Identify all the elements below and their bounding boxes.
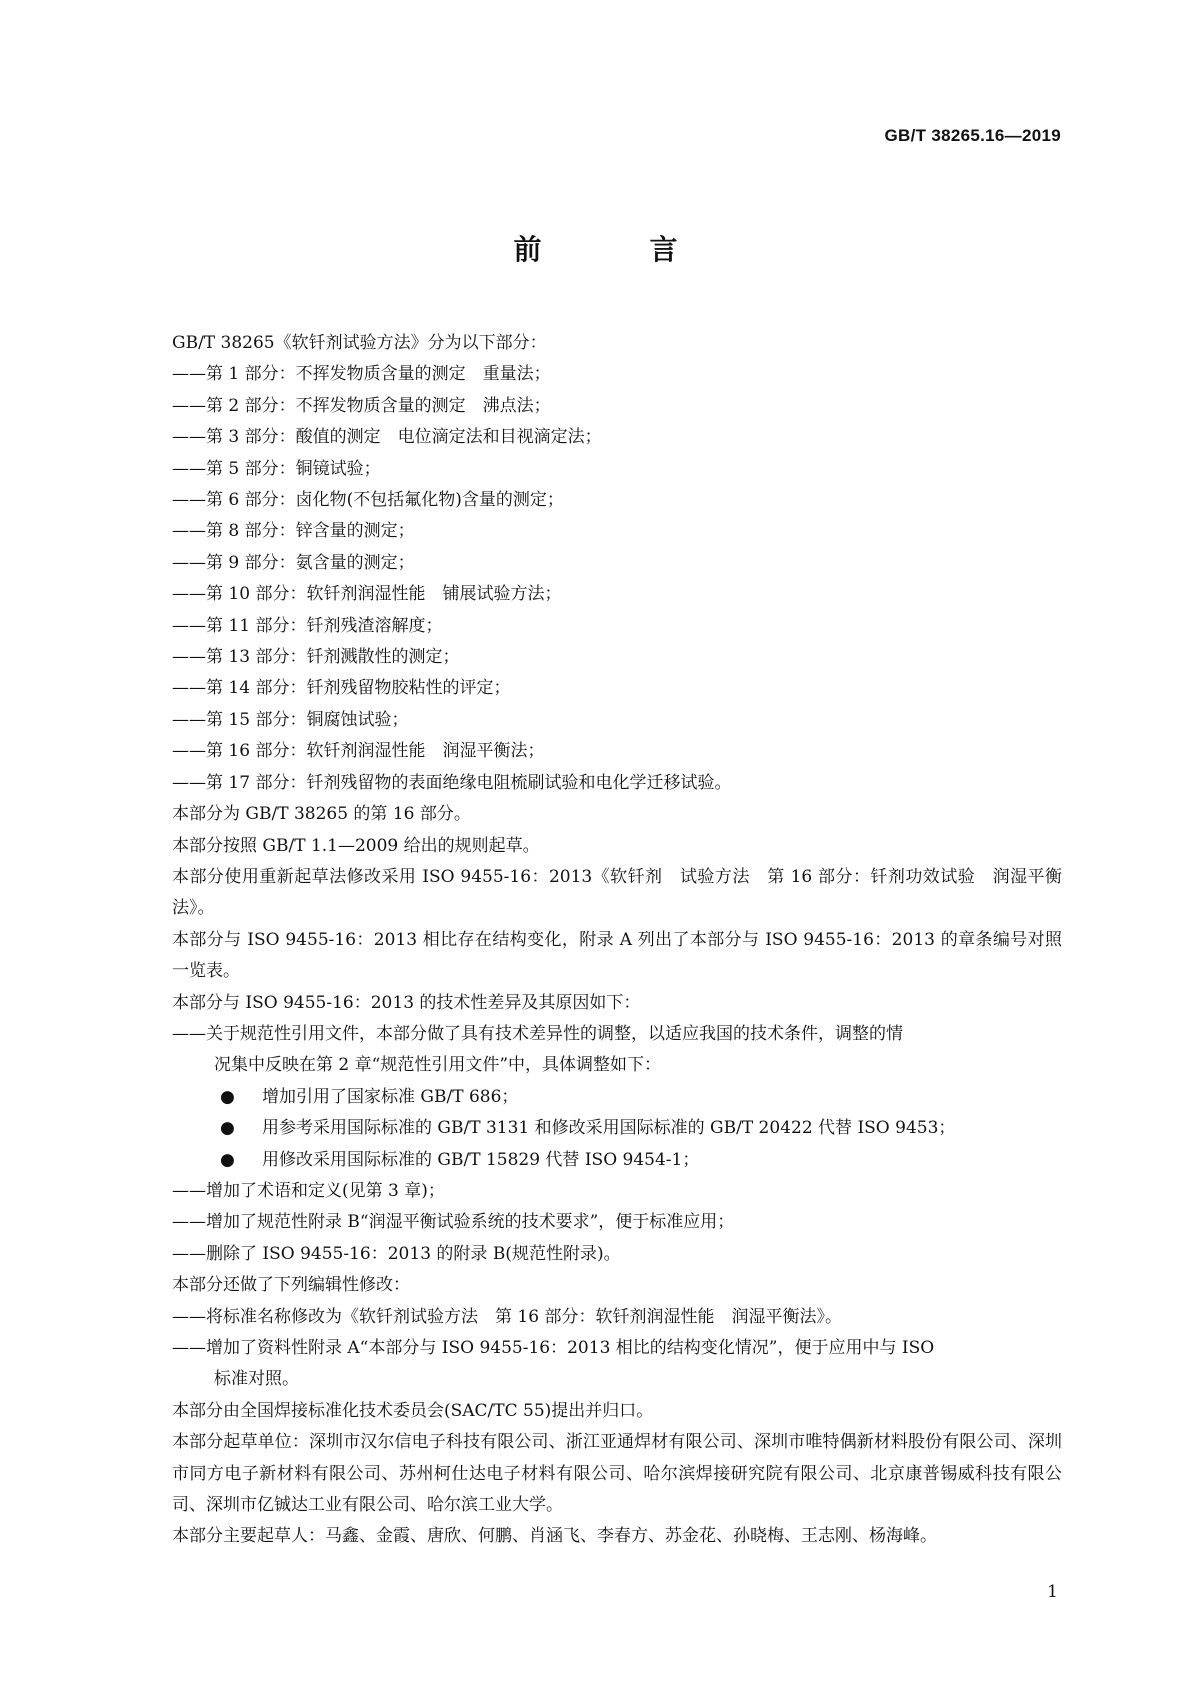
bullet-item [130,1113,1062,1144]
list-item: ——第 11 部分：钎剂残渣溶解度； [172,615,443,636]
paragraph: 本部分与 ISO 9455-16：2013 的技术性差异及其原因如下： [172,992,641,1013]
list-item: ——第 9 部分：氨含量的测定； [172,552,415,573]
bullet-icon: ● [220,1149,235,1170]
bullet-text: 用参考采用国际标准的 GB/T 3131 和修改采用国际标准的 GB/T 20422 代替 ISO 9453； [262,1118,956,1139]
list-item-continuation: 况集中反映在第 2 章“规范性引用文件”中，具体调整如下： [214,1055,662,1076]
list-item: ——第 5 部分：铜镜试验； [172,458,381,479]
bullet-item [130,1082,1062,1113]
list-item: ——增加了规范性附录 B“润湿平衡试验系统的技术要求”，便于标准应用； [172,1212,735,1233]
foreword-body [130,328,1062,1553]
list-item: ——第 17 部分：钎剂残留物的表面绝缘电阻梳刷试验和电化学迁移试验。 [172,772,732,793]
paragraph: 本部分由全国焊接标准化技术委员会(SAC/TC 55)提出并归口。 [172,1400,654,1421]
list-item: ——增加了资料性附录 A“本部分与 ISO 9455-16：2013 相比的结构变化情况”，便于应用中与 ISO [172,1338,935,1358]
list-item: ——将标准名称修改为《软钎剂试验方法 第 16 部分：软钎剂润湿性能 润湿平衡法》。 [172,1306,842,1327]
list-item: ——第 1 部分：不挥发物质含量的测定 重量法； [172,364,551,385]
list-item: ——第 15 部分：铜腐蚀试验； [172,709,409,730]
list-item-continuation: 标准对照。 [214,1369,299,1390]
list-item: ——第 6 部分：卤化物(不包括氟化物)含量的测定； [172,490,564,511]
page-number: 1 [1047,1582,1058,1602]
paragraph: 本部分还做了下列编辑性修改： [172,1275,410,1296]
bullet-text: 增加引用了国家标准 GB/T 686； [262,1086,519,1107]
list-item: ——第 3 部分：酸值的测定 电位滴定法和目视滴定法； [172,427,602,448]
list-item: ——第 14 部分：钎剂残留物胶粘性的评定； [172,678,511,699]
list-item: ——第 13 部分：钎剂溅散性的测定； [172,647,460,668]
paragraph: 本部分使用重新起草法修改采用 ISO 9455-16：2013《软钎剂 试验方法 第 16 部分：钎剂功效试验 润湿平衡法》。 [172,866,1062,919]
paragraph: GB/T 38265《软钎剂试验方法》分为以下部分： [172,333,547,353]
bullet-item [130,1145,1062,1176]
list-item: ——第 8 部分：锌含量的测定； [172,521,415,542]
bullet-icon: ● [220,1086,235,1107]
paragraph: 本部分按照 GB/T 1.1—2009 给出的规则起草。 [172,835,540,856]
paragraph: 本部分与 ISO 9455-16：2013 相比存在结构变化，附录 A 列出了本部分与 ISO 9455-16：2013 的章条编号对照一览表。 [172,929,1062,982]
page-title: 前 言 [513,233,718,266]
list-item: ——删除了 ISO 9455-16：2013 的附录 B(规范性附录)。 [172,1243,621,1264]
standard-code: GB/T 38265.16—2019 [884,126,1061,145]
bullet-text: 用修改采用国际标准的 GB/T 15829 代替 ISO 9454-1； [262,1149,700,1170]
list-item: ——第 10 部分：软钎剂润湿性能 铺展试验方法； [172,584,562,605]
list-item: ——第 16 部分：软钎剂润湿性能 润湿平衡法； [172,741,545,762]
list-item: ——第 2 部分：不挥发物质含量的测定 沸点法； [172,395,551,416]
bullet-icon: ● [220,1118,235,1139]
paragraph: 本部分起草单位：深圳市汉尔信电子科技有限公司、浙江亚通焊材有限公司、深圳市唯特偶新材料股份有限公司、深圳市同方电子新材料有限公司、苏州柯仕达电子材料有限公司、哈尔滨焊接研究院有限公司、北京康普锡威科技有限公司、深圳市亿铖达工业有限公司、哈尔滨工业大学。 [172,1432,1062,1516]
paragraph: 本部分主要起草人：马鑫、金霞、唐欣、何鹏、肖涵飞、李春方、苏金花、孙晓梅、王志刚、杨海峰。 [172,1526,937,1547]
list-item: ——关于规范性引用文件，本部分做了具有技术差异性的调整，以适应我国的技术条件，调整的情 [172,1023,903,1044]
paragraph: 本部分为 GB/T 38265 的第 16 部分。 [172,804,471,825]
list-item: ——增加了术语和定义(见第 3 章)； [172,1180,445,1201]
